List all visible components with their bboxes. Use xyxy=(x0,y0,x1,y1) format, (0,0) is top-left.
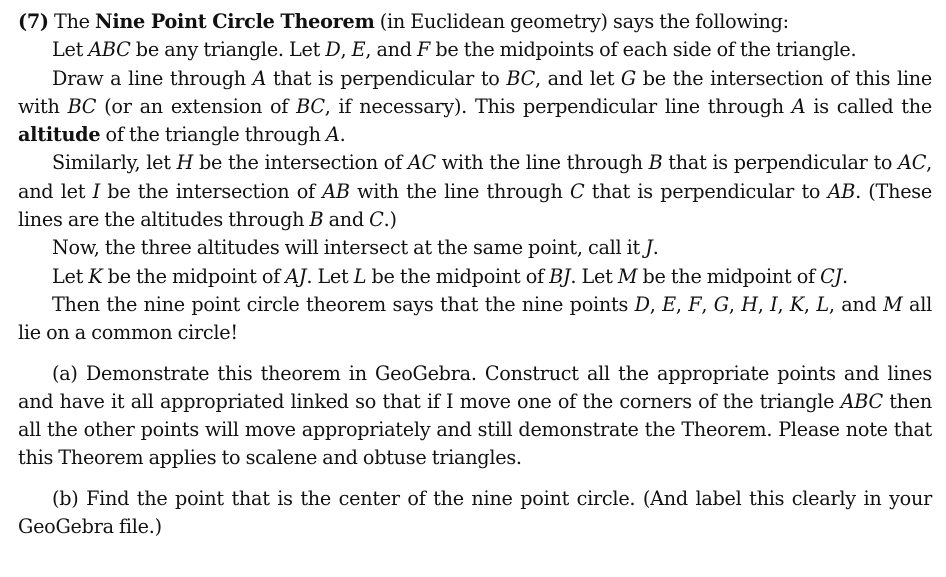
part-b-question: (b) Find the point that is the center of the nine point circle. (And label this clearly in your GeoGebra file.) xyxy=(18,486,932,539)
part-a-question: (a) Demonstrate this theorem in GeoGebra. Construct all the appropriate points and lines and have it all appropriated linked so that if I move one of the corners of the triangle ABC then all the other points will move appropriately and still demonstrate the Theorem. Please note that this Theorem applies to scalene and obtuse triangles. xyxy=(18,361,932,470)
theorem-name: Nine Point Circle Theorem xyxy=(95,10,375,33)
problem-number: (7) xyxy=(18,10,49,33)
paragraph-altitude-a: Draw a line through A that is perpendicular to BC, and let G be the intersection of this line with BC (or an extension of BC, if necessary). This perpendicular line through A is called the altitude of the triangle through A. xyxy=(18,66,932,147)
problem-document xyxy=(18,8,932,541)
paragraph-triangle-setup: Let ABC be any triangle. Let D, E, and F be the midpoints of each side of the triangle. xyxy=(52,38,857,62)
paragraph-midpoints: Let K be the midpoint of AJ. Let L be the midpoint of BJ. Let M be the midpoint of CJ. xyxy=(52,264,848,288)
altitude-term: altitude xyxy=(18,123,101,147)
paragraph-orthocenter: Now, the three altitudes will intersect at the same point, call it J. xyxy=(52,236,659,260)
paragraph-altitudes-b-c: Similarly, let H be the intersection of AC with the line through B that is perpendicular to AC, and let I be the intersection of AB with the line through C that is perpendicular to AB. (These lines are the altitudes through B and C.) xyxy=(18,151,933,232)
paragraph-theorem-statement: Then the nine point circle theorem says that the nine points D, E, F, G, H, I, K, L, and M all lie on a common circle! xyxy=(18,292,932,345)
problem-heading: (7) The Nine Point Circle Theorem (in Euclidean geometry) says the following: xyxy=(18,10,789,33)
